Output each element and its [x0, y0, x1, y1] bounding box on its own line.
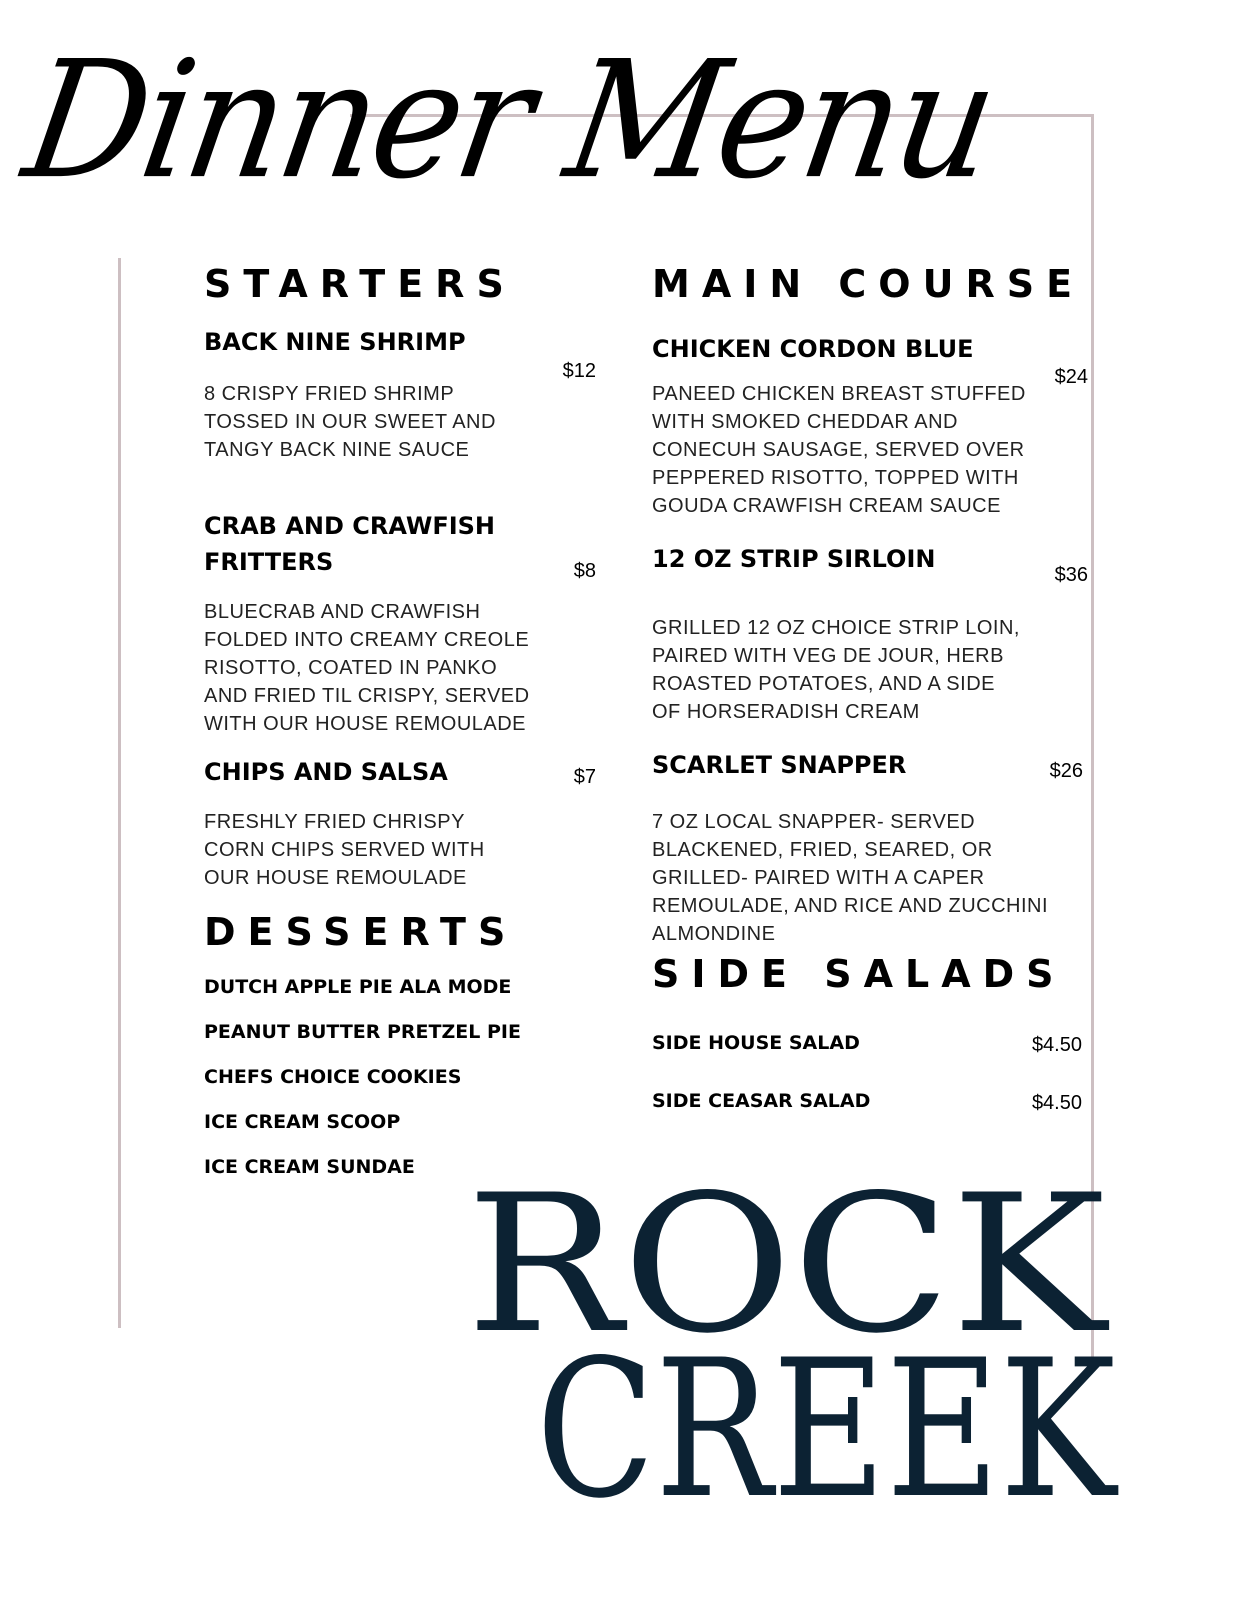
frame-line-left — [118, 258, 121, 1328]
dessert-item: ICE CREAM SUNDAE — [204, 1156, 415, 1178]
main-course-price: $36 — [1054, 564, 1088, 586]
side-salad-price: $4.50 — [1031, 1034, 1082, 1056]
starter-price: $7 — [573, 766, 596, 788]
starter-price: $12 — [562, 360, 596, 382]
dessert-item: DUTCH APPLE PIE ALA MODE — [204, 976, 512, 998]
main-course-name: 12 OZ STRIP SIRLOIN — [652, 545, 936, 573]
main-course-description: GRILLED 12 OZ CHOICE STRIP LOIN, PAIRED WITH VEG DE JOUR, HERB ROASTED POTATOES, AND A SIDE OF HORSERADISH CREAM — [652, 617, 1020, 723]
main-course-description: 7 OZ LOCAL SNAPPER- SERVED BLACKENED, FRIED, SEARED, OR GRILLED- PAIRED WITH A CAPER REMOULADE, AND RICE AND ZUCCHINI ALMONDINE — [652, 811, 1049, 945]
svg-text:ROCK: ROCK — [466, 1154, 1110, 1375]
starters-heading: STARTERS — [204, 262, 516, 306]
main-course-heading: MAIN COURSE — [652, 262, 1085, 306]
menu-title: Dinner Menu — [13, 27, 1006, 215]
starter-price: $8 — [573, 560, 596, 582]
main-course-price: $26 — [1049, 760, 1083, 782]
dessert-item: ICE CREAM SCOOP — [204, 1111, 401, 1133]
desserts-heading: DESSERTS — [204, 910, 518, 954]
starter-description: BLUECRAB AND CRAWFISH FOLDED INTO CREAMY CREOLE RISOTTO, COATED IN PANKO AND FRIED TIL CRISPY, SERVED WITH OUR HOUSE REMOULADE — [204, 601, 530, 735]
starter-name: BACK NINE SHRIMP — [204, 328, 466, 356]
main-course-name: SCARLET SNAPPER — [652, 751, 907, 779]
dessert-item: PEANUT BUTTER PRETZEL PIE — [204, 1021, 521, 1043]
main-course-name: CHICKEN CORDON BLUE — [652, 335, 974, 363]
rock-creek-logo — [466, 1154, 1126, 1540]
starter-description: FRESHLY FRIED CHRISPY CORN CHIPS SERVED WITH OUR HOUSE REMOULADE — [204, 811, 485, 889]
side-salad-name: SIDE HOUSE SALAD — [652, 1032, 860, 1054]
starter-name: CHIPS AND SALSA — [204, 758, 448, 786]
side-salad-name: SIDE CEASAR SALAD — [652, 1090, 871, 1112]
main-course-description: PANEED CHICKEN BREAST STUFFED WITH SMOKED CHEDDAR AND CONECUH SAUSAGE, SERVED OVER PEPPERED RISOTTO, TOPPED WITH GOUDA CRAWFISH CREAM SAUCE — [652, 383, 1026, 517]
main-course-price: $24 — [1054, 366, 1088, 388]
starter-description: 8 CRISPY FRIED SHRIMP TOSSED IN OUR SWEET AND TANGY BACK NINE SAUCE — [204, 383, 496, 461]
svg-text:CREEK: CREEK — [536, 1319, 1119, 1540]
side-salad-price: $4.50 — [1031, 1092, 1082, 1114]
dessert-item: CHEFS CHOICE COOKIES — [204, 1066, 462, 1088]
starter-name: CRAB AND CRAWFISH FRITTERS — [204, 512, 496, 576]
side-salads-heading: SIDE SALADS — [652, 952, 1066, 996]
